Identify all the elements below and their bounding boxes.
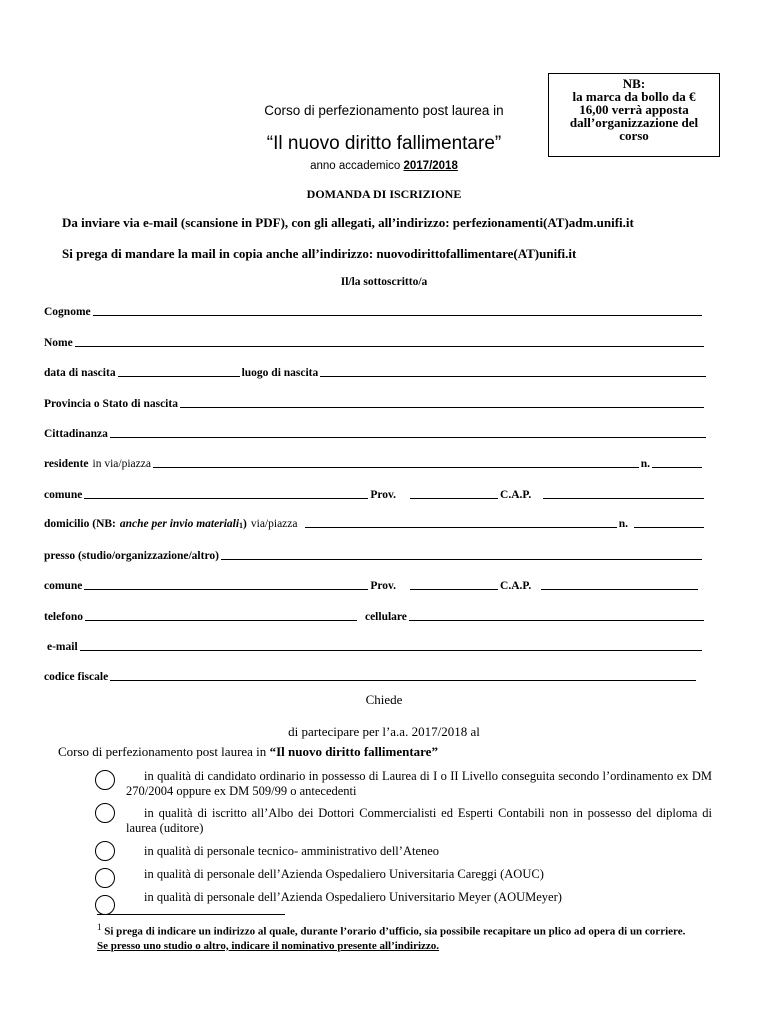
luogo-nascita-field[interactable] [320,376,706,377]
footnote-underlined-text: Se presso uno studio o altro, indicare il nominativo presente all’indirizzo. [97,939,440,952]
comune-field[interactable] [84,498,368,499]
form-title: DOMANDA DI ISCRIZIONE [306,187,462,201]
domicilio-via-field[interactable] [305,527,616,528]
course-title: “Il nuovo diritto fallimentare” [266,133,502,154]
chiede-label: Chiede [365,692,403,707]
data-nascita-label: data di nascita [44,367,116,379]
comune-label: comune [44,580,83,592]
residente-label: residente [44,458,89,470]
course-name: “Il nuovo diritto fallimentare” [269,744,438,759]
email-label: e-mail [47,641,78,653]
undersigned-label: Il/la sottoscritto/a [340,276,428,288]
instruction-email: Da inviare via e-mail (scansione in PDF), con gli allegati, all’indirizzo: perfezionamenti(AT)adm.unifi.it [62,215,634,230]
course-line [58,744,658,760]
cittadinanza-field[interactable] [110,437,706,438]
nome-label: Nome [44,337,73,349]
course-prefix: Corso di perfezionamento post laurea in [58,744,267,759]
option-text-aouc: in qualità di personale dell’Azienda Ospedaliero Universitaria Careggi (AOUC) [144,867,544,881]
birth-row [44,363,708,379]
domicilio-close: ) [243,518,247,530]
telefono-field[interactable] [85,620,357,621]
option-text-albo: in qualità di iscritto all’Albo dei Dottori Commercialisti ed Esperti Contabili non in possesso del diploma di laurea (uditore) [126,806,712,835]
cap-field[interactable] [543,498,704,499]
provincia-row [44,394,706,410]
academic-year-label: anno accademico [310,160,401,172]
codice-fiscale-field[interactable] [110,680,696,681]
residenza-row [44,454,704,470]
cittadinanza-row [44,424,708,440]
footnote-text: Si prega di indicare un indirizzo al quale, durante l’orario d’ufficio, sia possibile recapitare un plico ad opera di un corriere. [104,925,686,938]
email-field[interactable] [80,650,702,651]
provincia-label: Provincia o Stato di nascita [44,398,178,410]
academic-year-value: 2017/2018 [403,160,458,172]
option-text-meyer: in qualità di personale dell’Azienda Ospedaliero Universitario Meyer (AOUMeyer) [144,890,562,904]
cap-label: C.A.P. [500,580,532,592]
nome-field[interactable] [75,346,704,347]
option-radio-albo[interactable] [95,803,115,823]
nb-line: dall’organizzazione del [569,115,699,130]
footnote-number: 1 [97,922,102,932]
prov-label: Prov. [370,489,397,501]
domicilio-via-label: via/piazza [250,518,298,530]
instruction-copy: Si prega di mandare la mail in copia anche all’indirizzo: nuovodirittofallimentare(AT)unifi.it [62,246,577,261]
cap-field[interactable] [541,589,698,590]
option-radio-aouc[interactable] [95,868,115,888]
cittadinanza-label: Cittadinanza [44,428,108,440]
nome-row [44,333,706,349]
option-text-ateneo: in qualità di personale tecnico- amministrativo dell’Ateneo [144,844,440,858]
domicilio-numero-field[interactable] [634,527,704,528]
prov-label: Prov. [370,580,397,592]
course-intro: Corso di perfezionamento post laurea in [264,103,504,118]
cellulare-field[interactable] [409,620,704,621]
comune-label: comune [44,489,83,501]
via-piazza-label: in via/piazza [92,458,151,470]
domicilio-label: domicilio (NB: [44,518,116,530]
email-row [47,637,704,653]
residenza-via-field[interactable] [153,467,639,468]
codice-fiscale-row [44,667,698,683]
prov-field[interactable] [410,498,498,499]
cognome-label: Cognome [44,306,91,318]
footnote-ref: 1 [239,521,244,530]
codice-fiscale-label: codice fiscale [44,671,109,683]
data-nascita-field[interactable] [118,376,240,377]
nb-line: corso [619,128,649,143]
domicilio-row [44,514,706,530]
footnote-separator [97,914,285,915]
option-radio-ateneo[interactable] [95,841,115,861]
cognome-row [44,302,704,318]
option-radio-meyer[interactable] [95,895,115,915]
option-text-ordinario: in qualità di candidato ordinario in possesso di Laurea di I o II Livello conseguita secondo l’ordinamento ex DM 270/2004 oppure ex DM 509/99 o antecedenti [126,769,712,798]
numero-label: n. [640,458,650,470]
cap-label: C.A.P. [500,489,532,501]
nb-line: 16,00 verrà apposta [579,102,689,117]
option-radio-ordinario[interactable] [95,770,115,790]
domicilio-numero-label: n. [618,518,628,530]
telefono-row [44,607,706,623]
comune-field[interactable] [84,589,368,590]
academic-year [184,160,584,172]
cellulare-label: cellulare [364,611,407,623]
telefono-label: telefono [44,611,83,623]
comune-row-2 [44,576,700,592]
comune-row-1 [44,485,706,501]
partecipare-text: di partecipare per l’a.a. 2017/2018 al [288,724,480,739]
nb-line: NB: [622,76,646,91]
prov-field[interactable] [410,589,498,590]
domicilio-note: anche per invio materiali [119,518,240,530]
presso-row [44,546,704,562]
nb-line: la marca da bollo da € [572,89,696,104]
footnote [97,920,687,953]
presso-label: presso (studio/organizzazione/altro) [44,550,219,562]
cognome-field[interactable] [93,315,702,316]
luogo-nascita-label: luogo di nascita [241,367,319,379]
provincia-field[interactable] [180,407,704,408]
residenza-numero-field[interactable] [652,467,702,468]
presso-field[interactable] [221,559,702,560]
